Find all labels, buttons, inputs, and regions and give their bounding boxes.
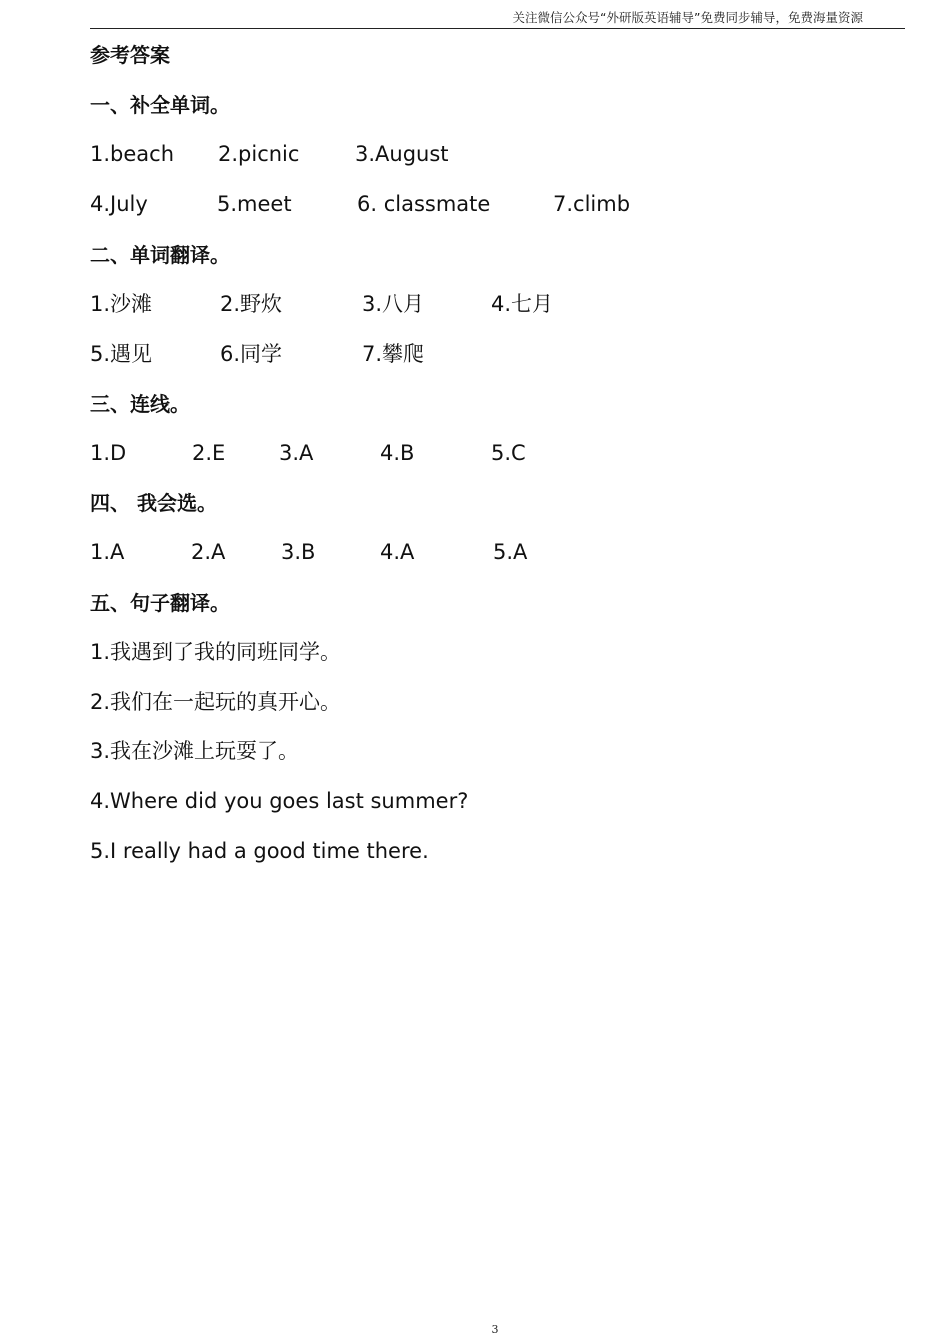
answer-item: 5.遇见 [90,342,153,366]
translation-line: 2.我们在一起玩的真开心。 [90,690,342,714]
answer-item: 3.B [281,540,316,564]
page-number: 3 [491,1323,499,1336]
header-text: 关注微信公众号“外研版英语辅导”免费同步辅导，免费海量资源 [512,10,863,25]
section-2-heading: 二、单词翻译。 [90,243,230,267]
answer-item: 4.July [90,192,148,216]
answer-item: 1.beach [90,142,175,166]
answer-item: 2.E [192,441,226,465]
answer-item: 2.A [191,540,226,564]
answer-item: 1.D [90,441,127,465]
answer-item: 2.野炊 [220,292,283,316]
answer-item: 5.C [491,441,526,465]
translation-line: 1.我遇到了我的同班同学。 [90,640,342,664]
translation-line: 5.I really had a good time there. [90,839,429,863]
answer-item: 4.A [380,540,415,564]
answer-item: 4.B [380,441,415,465]
section-1-heading: 一、补全单词。 [90,93,230,117]
answer-item: 3.八月 [362,292,425,316]
answer-item: 6.同学 [220,342,283,366]
answer-key-title: 参考答案 [90,43,170,67]
section-4-heading: 四、 我会选。 [90,491,217,515]
answer-item: 7.climb [553,192,631,216]
section-5-heading: 五、句子翻译。 [90,591,230,615]
translation-line: 3.我在沙滩上玩耍了。 [90,739,300,763]
answer-item: 2.picnic [218,142,300,166]
answer-item: 6. classmate [357,192,491,216]
answer-item: 1.A [90,540,125,564]
answer-item: 7.攀爬 [362,342,425,366]
answer-item: 4.七月 [491,292,554,316]
page-header [90,6,905,29]
answer-item: 5.meet [217,192,292,216]
answer-item: 3.August [355,142,449,166]
answer-item: 1.沙滩 [90,292,153,316]
answer-item: 5.A [493,540,528,564]
translation-line: 4.Where did you goes last summer? [90,789,469,813]
answer-item: 3.A [279,441,314,465]
section-3-heading: 三、连线。 [90,392,190,416]
